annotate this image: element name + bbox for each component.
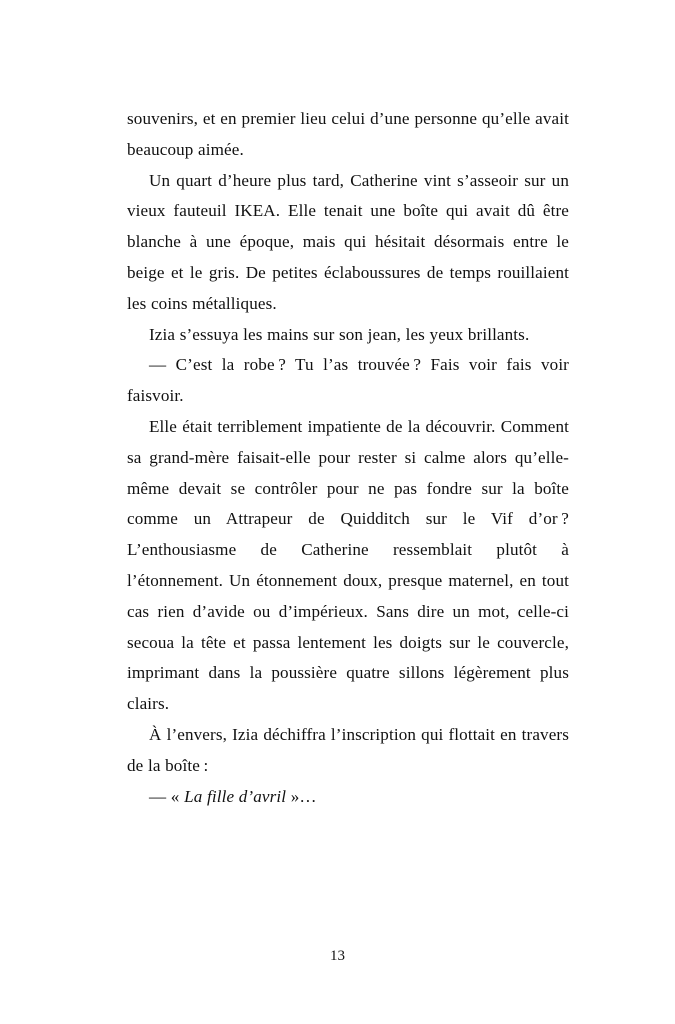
quote-prefix: — «: [149, 786, 185, 806]
paragraph-dialogue: — C’est la robe ? Tu l’as trouvée ? Fais voir fais voir faisvoir.: [127, 355, 569, 406]
paragraph: Izia s’essuya les mains sur son jean, les yeux brillants.: [149, 324, 530, 344]
paragraph: À l’envers, Izia déchiffra l’inscription qui flottait en travers de la boîte :: [127, 724, 569, 775]
quote-title: La fille d’avril: [184, 786, 287, 806]
paragraph: Un quart d’heure plus tard, Catherine vint s’asseoir sur un vieux fauteuil IKEA. Elle tenait une boîte qui avait dû être blanche à une époque, mais qui hésitait désormais entre le beige et le gris. De petites éclaboussures de temps rouillaient les coins métalliques.: [127, 170, 569, 313]
page-text-block: [127, 104, 569, 812]
page-number: 13: [330, 948, 345, 964]
quote-suffix: »…: [286, 786, 317, 806]
paragraph: Elle était terriblement impatiente de la découvrir. Comment sa grand-mère faisait-elle pour rester si calme alors qu’elle-même devait se contrôler pour ne pas fondre sur la boîte comme un Attrapeur de Quidditch sur le Vif d’or ? L’enthousiasme de Catherine ressemblait plutôt à l’étonnement. Un étonnement doux, presque maternel, en tout cas rien d’avide ou d’impérieux. Sans dire un mot, celle-ci secoua la tête et passa lentement les doigts sur le couvercle, imprimant dans la poussière quatre sillons légèrement plus clairs.: [127, 416, 569, 714]
paragraph: souvenirs, et en premier lieu celui d’une personne qu’elle avait beaucoup aimée.: [127, 109, 569, 159]
paragraph-quote: [127, 782, 569, 813]
